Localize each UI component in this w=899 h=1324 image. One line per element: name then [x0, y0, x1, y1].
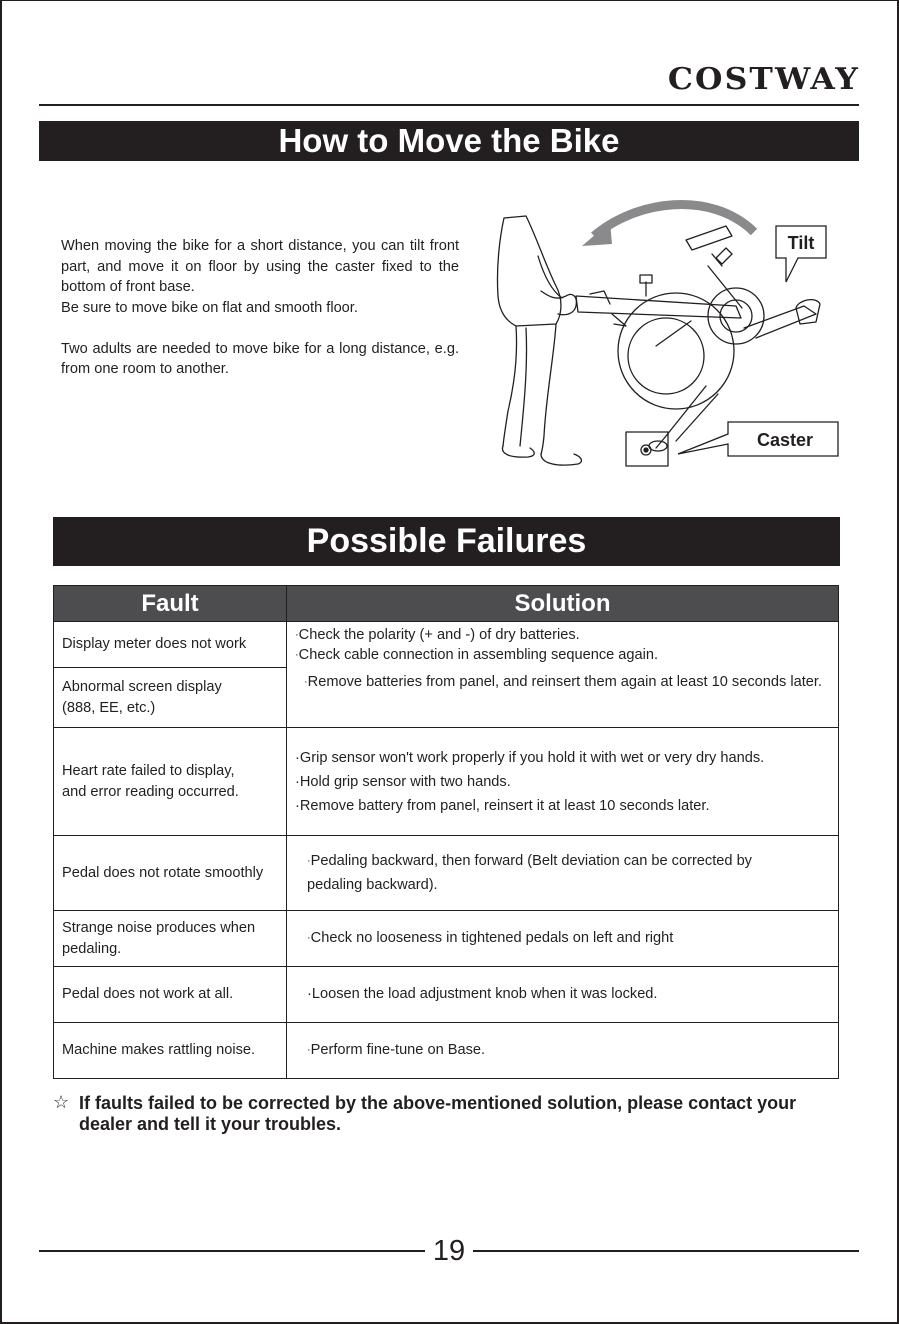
move-paragraph-1: When moving the bike for a short distance, you can tilt front part, and move it on floor by using the caster fixed to the bottom of front base. — [61, 238, 459, 295]
solution-line: ·Remove batteries from panel, and reinsert them again at least 10 seconds later. — [304, 673, 822, 690]
table-row — [54, 622, 839, 668]
bike-moving-illustration — [486, 196, 846, 471]
note-text: If faults failed to be corrected by the above-mentioned solution, please contact your dealer and tell it your troubles. — [79, 1093, 797, 1134]
footer-rule-left — [39, 1250, 425, 1252]
solution-line: ·Grip sensor won't work properly if you hold it with wet or very dry hands. — [295, 750, 765, 766]
table-row — [54, 911, 839, 967]
solution-line: ·Hold grip sensor with two hands. — [295, 774, 511, 790]
solution-line: ·Remove battery from panel, reinsert it at least 10 seconds later. — [295, 798, 710, 814]
solution-cell — [287, 622, 839, 668]
solution-cell — [287, 911, 839, 967]
table-row — [54, 668, 839, 728]
fault-cell: Display meter does not work — [54, 622, 287, 668]
solution-cell — [287, 967, 839, 1023]
solution-line: ·Loosen the load adjustment knob when it was locked. — [307, 986, 658, 1003]
solution-cell — [287, 728, 839, 836]
move-instructions — [61, 236, 459, 380]
fault-cell: Abnormal screen display (888, EE, etc.) — [54, 668, 287, 728]
table-row — [54, 728, 839, 836]
fault-cell: Machine makes rattling noise. — [54, 1023, 287, 1079]
star-icon: ☆ — [53, 1092, 70, 1112]
fault-cell: Pedal does not rotate smoothly — [54, 836, 287, 911]
table-row — [54, 1023, 839, 1079]
page-number: 19 — [432, 1235, 466, 1267]
solution-column-header: Solution — [287, 586, 839, 622]
header-rule — [39, 104, 859, 106]
solution-line: ·Perform fine-tune on Base. — [307, 1042, 486, 1059]
contact-dealer-note — [53, 1093, 853, 1135]
solution-line: ·Check no looseness in tightened pedals on left and right — [307, 930, 674, 947]
move-paragraph-1b: Be sure to move bike on flat and smooth floor. — [61, 299, 358, 316]
move-paragraph-2: Two adults are needed to move bike for a long distance, e.g. from one room to another. — [61, 340, 459, 377]
fault-cell: Pedal does not work at all. — [54, 967, 287, 1023]
table-row — [54, 836, 839, 911]
tilt-label: Tilt — [787, 233, 815, 253]
solution-cell — [287, 668, 839, 728]
fault-cell: Heart rate failed to display, and error reading occurred. — [54, 728, 287, 836]
table-row — [54, 967, 839, 1023]
fault-column-header: Fault — [54, 586, 287, 622]
brand-logo: COSTWAY — [667, 62, 860, 97]
footer-rule-right — [473, 1250, 859, 1252]
solution-cell — [287, 1023, 839, 1079]
solution-cell — [287, 836, 839, 911]
fault-cell: Strange noise produces when pedaling. — [54, 911, 287, 967]
solution-line: ·Pedaling backward, then forward (Belt deviation can be corrected by pedaling backward). — [307, 853, 752, 893]
caster-label: Caster — [756, 430, 814, 450]
solution-line: ·Check the polarity (+ and -) of dry batteries. — [295, 626, 580, 643]
failures-table — [53, 585, 839, 1079]
failures-section-title: Possible Failures — [53, 517, 840, 566]
table-header-row — [54, 586, 839, 622]
move-section-title: How to Move the Bike — [39, 121, 859, 161]
solution-line: ·Check cable connection in assembling sequence again. — [295, 647, 659, 663]
